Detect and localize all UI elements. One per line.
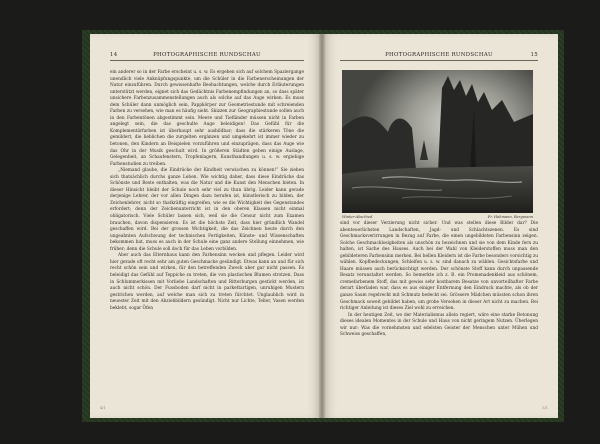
left-page bbox=[90, 34, 322, 418]
book-spread bbox=[90, 34, 558, 418]
photo-caption-title: Winter-Abschied. bbox=[342, 215, 374, 219]
left-header-rule bbox=[110, 60, 304, 61]
photo-caption-credit: Fr. Hahmann, Bergmann bbox=[487, 215, 533, 219]
left-paragraph: ein anderer so in der Farbe erscheint u. s. w. Es ergeben sich auf solchem Spaziergange unendlich viele Anknüpfungspunkte, um die Schüler in die Farbenerscheinungen der Natur einzuführen. Durch gewissenhafte Beobachtungen, welche durch Erläuterungen unterstützt werden, eignet sich das Gedächtnis Farbenempfindungen an, so dass später unsichere Farbenzusammenstellungen auch als solche auf das Auge wirken. Es muss dem Schüler dann unmöglich sein, Pappkörper zur Geometriestunde mit schreienden Farben zu versehen, wie man es häufig sieht. Skizzen zur Geographiestunde sollen auch in den Farbentönen abgestimmt sein. Meere und Tiefländer müssen nicht in Farben angelegt sein, die das geschulte Auge beleidigen! Das Gefühl für die Komplementärfarben ist überhaupt sehr ausbildbar; dass die stärkeren Töne die gemildert, die lieblichen die zurgelten ergänzen und umgekehrt ist immer wieder zu betonen, den Kindern an Beispielen vorzuführen und einzuprägen, dass das Auge wie das Ohr in der Musik geschult wird. In größeren Städten geben einige Auslage, Gelegenheit, an Schaufenstern, Tropfenlagern, Kunsthandlungen u. s. w. ergiebige Farbenstudien zu treiben. bbox=[110, 70, 304, 167]
right-running-title: PHOTOGRAPHISCHE RUNDSCHAU bbox=[385, 52, 493, 58]
right-body-text bbox=[340, 221, 538, 339]
left-folio-mark: 4/1 bbox=[100, 406, 106, 410]
left-page-number: 14 bbox=[110, 52, 118, 58]
right-folio-mark: 5/1 bbox=[542, 406, 548, 410]
left-paragraph: „Niemand glaube, die Eindrücke der Kindheit verwischen zu können!“ Sie ziehen sich thatsächlich durchs ganze Leben. Wie wichtig daher, dass diese Eindrücke das Schönste und Beste enthalten, was die Natur und die Kunst den Menschen bieten. In dieser Hinsicht bleibt der Schule noch sehr viel zu thun übrig. Leider kann gerade derjenige Lehrer, der vor allen Dingen dazu berufen ist, künstlerisch zu bilden, der Zeichenlehrer, nicht so thatkräftig eingreifen, wie es die Wichtigkeit des Gegenstandes erfordert; denn der Zeichenunterricht ist in den oberen Klassen nicht einmal obligatorisch. Viele Schüler lassen sich, weil sie die Censur nicht zum Examen brauchen, davon dispensieren. Es ist die höchste Zeit, dass hier gründlich Wandel geschaffen wird. Bei der grossen Wichtigkeit, die das Zeichnen heute durch den ungeahnten Aufschwung der technischen Fertigkeiten, Künste- und Wissenschaften bekommen hat, muss es auch in der Schule eine ganz andere Stellung einnehmen, wie früher; denn die Schule soll doch für das Leben vorbilden. bbox=[110, 168, 304, 252]
right-page bbox=[322, 34, 558, 418]
winter-landscape-photo bbox=[342, 70, 533, 213]
right-page-number: 15 bbox=[530, 52, 538, 58]
right-paragraph: In der heutigen Zeit, wo der Materialismus allein regiert, wäre eine starke Betonung dieses idealen Momentes in der Schule und Haus von nicht geringem Nutzen. Überlegen wir nur: Was die vornehmsten und edelsten Geister der Menschen unter Mühen und Schweiss geschaffen, bbox=[340, 312, 538, 338]
left-paragraph: Aber auch das Elternhaus kann den Farbensinn wecken und pflegen. Leider wird hier gerade oft recht sehr am guten Geschmacke gesündigt. Etwas kann an und für sich recht schön sein und wirken, für den betreffenden Zweck aber gar nicht passen. Es beleidigt das Gefühl auf Teppiche zu treten, die von plastischen Blumen strotzen. Dass in Schlummerkissen mit Vorliebe Landschaften und Ritterburgen gestickt werden, ist auch nicht schön. Der Fussboden darf nicht in parkettartigen, unruhigen Mustern gestrichen werden, auf welche man sich zu treten fürchtet. Unglaublich wird in neuester Zeit mit den Abziehbildern gesündigt. Nicht nur Lichte, Teller, Vasen werden beklebt, sogar Öfen bbox=[110, 253, 304, 311]
left-running-title: PHOTOGRAPHISCHE RUNDSCHAU bbox=[153, 52, 261, 58]
right-paragraph: sind vor dieser Verzierung nicht sicher. Und was stellen diese Bilder dar? Die abenteuerlichsten Landschaften, Jagd- und Schlachtszenen. Es sind Geschmacksverirrungen in Bezug auf Farbe, die einen ungebildeten Farbensinn zeigen. Solche Geschmacklosigkeiten als unschön zu bezeichnen und sie von dem Kinde fern zu halten, ist Sache des Hauses. Auch bei der Wahl von Kleiderstoffen muss man den gebildeteren Farbensinn merken. Bei hellen Kleidern ist die Farbe besonders vorsichtig zu wählen. Kopfbedeckungen, Schleifen u. s. w. sind danach zu wählen. Gesichtsfarbe und Haare müssen auch berücksichtigt werden. Der schönste Stoff kann durch unpassende Besatz verunstaltet werden. So bemerkte ich z. B. ein Promenadenkleid aus schönem, cremefarbenem Stoff, das mit gewiss sehr kostbarem Besatze von unvorteilhafter Farbe derart überladen war, dass es aus einiger Entfernung den Eindruck machte, als ob der ganze Saum regelrecht mit Schmutz bedeckt sei. Grössere Mädchen müssten schon ihren Geschmack soweit gebildet haben, um grobe Versehen in dieser Art nicht zu machen. Bei richtiger Anleitung ist dieses Ziel wohl zu erreichen. bbox=[340, 221, 538, 312]
right-header-rule bbox=[340, 60, 538, 61]
left-body-text bbox=[110, 70, 304, 312]
book-gutter bbox=[319, 34, 325, 418]
